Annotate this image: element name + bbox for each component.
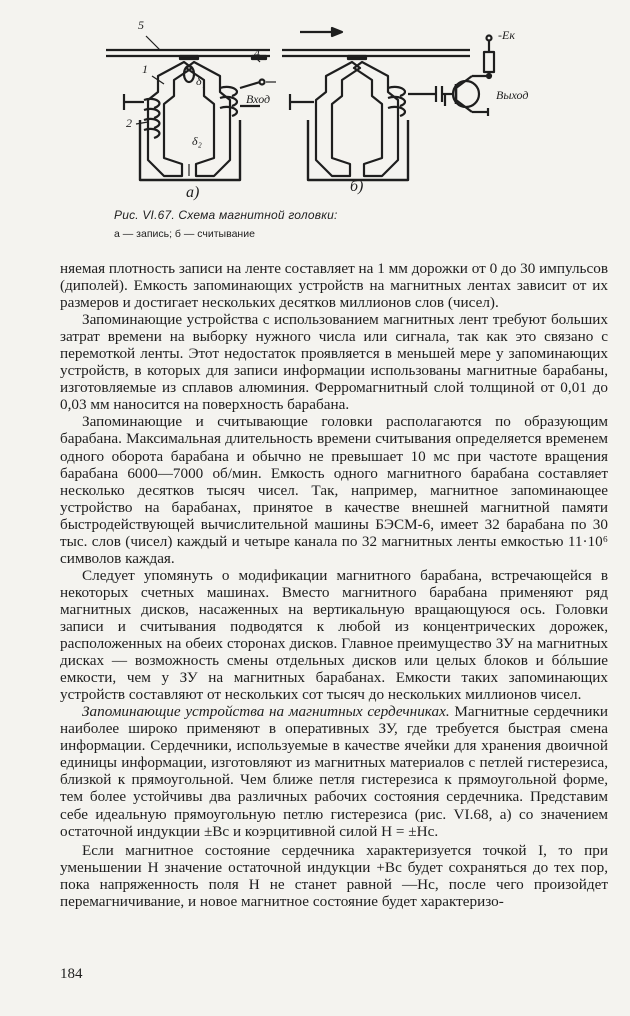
coil-right-b xyxy=(388,87,405,116)
label-input: Вход xyxy=(246,92,271,106)
panel-a-label: а) xyxy=(186,184,200,201)
label-supply: -Eк xyxy=(498,28,515,42)
page-number: 184 xyxy=(60,966,83,982)
paragraph-4: Следует упомянуть о модификации магнитного барабана, встречающейся в некоторых счетных машинах. Вместо магнитного барабана применяют ряд магнитных дисков, насаженных на вертикальную вращающуюся ось. Головки записи и считывания подводятся к любой из концентрических дорожек, расположенных на обеих сторонах дисков. Главное преимущество ЗУ на магнитных дисках — возможность смены отдельных дисков или целых блоков и бóльшие емкости, чем у ЗУ на магнитных барабанах. Емкости таких запоминающих устройств составляют от нескольких сот тысяч до нескольких миллионов чисел. xyxy=(60,566,608,704)
label-5: 5 xyxy=(138,18,144,32)
section-lead: Запоминающие устройства на магнитных сердечниках. xyxy=(82,703,450,721)
output-node xyxy=(487,74,491,78)
label-4: 4 xyxy=(254,46,260,60)
figure-caption: Рис. VI.67. Схема магнитной головки: xyxy=(114,208,338,222)
label-delta1: δ₁ xyxy=(196,74,206,88)
supply-terminal xyxy=(487,36,492,41)
leader-2 xyxy=(136,122,148,124)
load-resistor xyxy=(484,52,494,72)
paragraph-1: няемая плотность записи на ленте составляет на 1 мм дорожки от 0 до 30 импульсов (диполей). Емкость запоминающих устройств на магнитных лентах зависит от их размеров и достигает нескольких десятков миллионов слов (чисел). xyxy=(60,260,608,312)
label-delta2: δ₂ xyxy=(192,134,202,148)
paragraph-5: Запоминающие устройства на магнитных сердечниках. Магнитные сердечники наиболее широко применяют в оперативных ЗУ, где требуется быстрая смена информации. Сердечники, используемые в качестве ячейки для хранения двоичной единицы информации, изготовляют из магнитных материалов с петлей гистерезиса, близкой к прямоугольной. Чем ближе петля гистерезиса к прямоугольной форме, тем более устойчивы два различных рабочих состояния сердечника. Представим себе идеальную прямоугольную петлю гистерезиса (рис. VI.68, а) со значением остаточной индукции ±Bc и коэрцитивной силой H = ±Hc. xyxy=(60,703,608,840)
leader-5 xyxy=(146,36,160,50)
paragraph-3: Запоминающие и считывающие головки располагаются по образующим барабана. Максимальная длительность времени считывания определяется временем одного оборота барабана и обычно не превышает 10 мс при частоте вращения барабана 6000—7000 об/мин. Емкость одного магнитного барабана составляет несколько десятков тысяч чисел. Так, например, магнитное запоминающее устройство на барабанах, принятое в качестве внешней магнитной памяти быстродействующей вычислительной машины БЭСМ-6, имеет 32 барабана по 30 тыс. слов (чисел) каждый и четыре канала по 32 магнитных ленты емкостью 11·10⁶ символов каждая. xyxy=(60,413,608,567)
label-2: 2 xyxy=(126,116,132,130)
base-plate-b xyxy=(308,120,408,180)
input-wire xyxy=(240,82,260,88)
panel-b-label: б) xyxy=(350,178,364,195)
figure-magnetic-head xyxy=(100,10,570,272)
gap-d1 xyxy=(184,66,194,82)
paragraph-2: Запоминающие устройства с использованием магнитных лент требуют больших затрат времени на выборку нужного числа или сигнала, так как это связано с перемоткой ленты. Этот недостаток проявляется в меньшей мере у запоминающих устройств, в которых для записи информации использованы магнитные барабаны, изготовляемые из сплавов алюминия. Ферромагнитный слой толщиной от 0,01 до 0,03 мм наносится на поверхность барабана. xyxy=(60,311,608,414)
label-1: 1 xyxy=(142,62,148,76)
label-output: Выход xyxy=(496,88,529,102)
coil-left-a xyxy=(144,99,159,138)
text-body xyxy=(60,260,608,910)
core-left-half-b xyxy=(316,62,360,176)
input-terminal xyxy=(260,80,265,85)
coil-right-a xyxy=(220,87,237,116)
core-right-half-b xyxy=(354,62,398,176)
arrow-head xyxy=(332,28,342,36)
figure-subcaption: а — запись; б — считывание xyxy=(114,228,255,240)
magnetized-spot-b xyxy=(348,56,366,59)
magnetized-spot-a xyxy=(180,56,198,59)
paragraph-6: Если магнитное состояние сердечника характеризуется точкой I, то при уменьшении H значение остаточной индукции +Bc будет сохраняться до тех пор, пока напряженность поля H не станет равной —Hc, после чего произойдет перемагничивание, и новое магнитное состояние будет характеризо- xyxy=(60,841,608,910)
